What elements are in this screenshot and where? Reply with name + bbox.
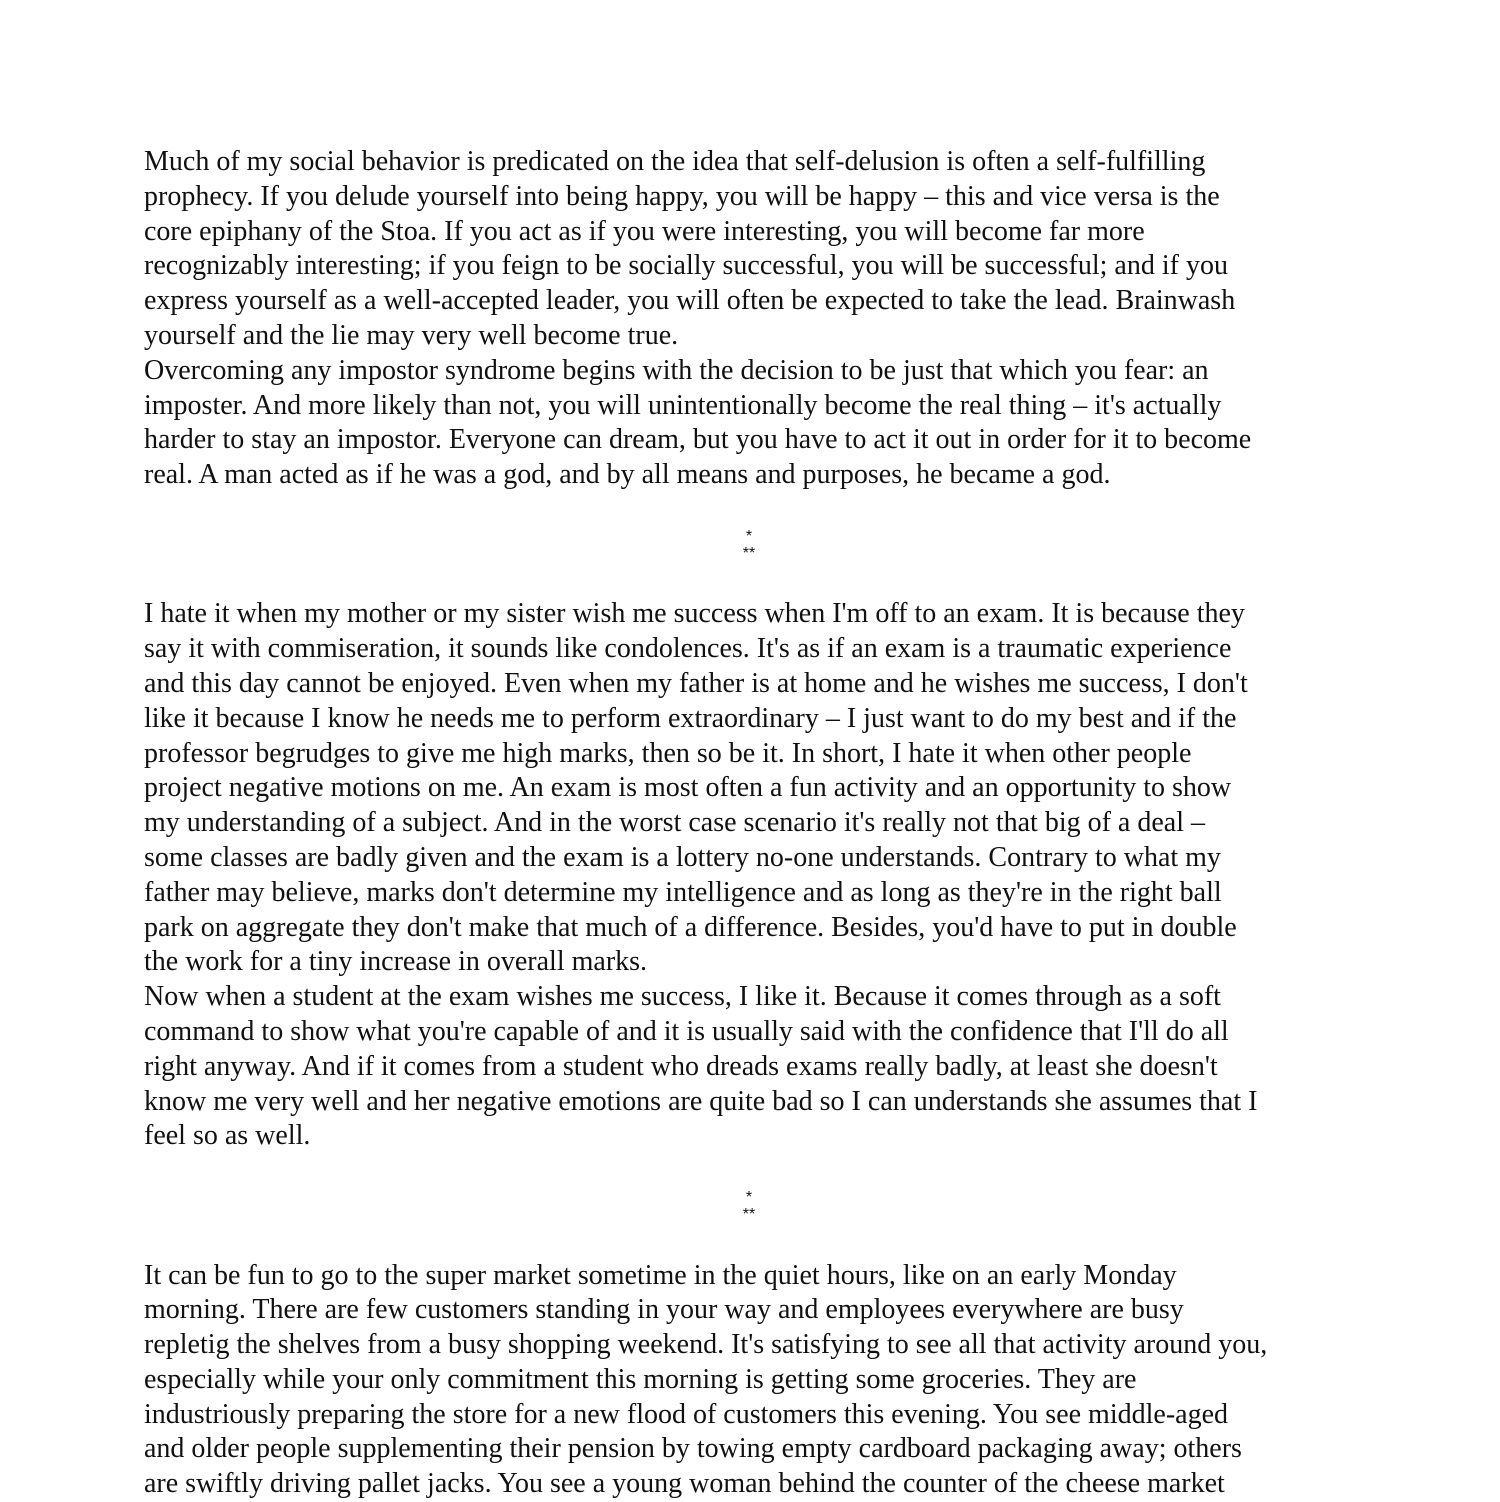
text-line: my understanding of a subject. And in the worst case scenario it's really not that big of a deal – (144, 806, 1384, 841)
text-line: father may believe, marks don't determine my intelligence and as long as they're in the right ball (144, 876, 1384, 911)
text-line: and older people supplementing their pension by towing empty cardboard packaging away; others (144, 1432, 1384, 1467)
blank-line (144, 1224, 1384, 1259)
text-line: professor begrudges to give me high marks, then so be it. In short, I hate it when other people (144, 737, 1384, 772)
asterism-top: * (737, 1189, 761, 1206)
text-line: some classes are badly given and the exam is a lottery no-one understands. Contrary to what my (144, 841, 1384, 876)
text-line: yourself and the lie may very well become true. (144, 319, 1384, 354)
text-line: recognizably interesting; if you feign to be socially successful, you will be successful; and if you (144, 249, 1384, 284)
text-line: say it with commiseration, it sounds like condolences. It's as if an exam is a traumatic experience (144, 632, 1384, 667)
text-line: park on aggregate they don't make that much of a difference. Besides, you'd have to put in double (144, 911, 1384, 946)
text-line: Overcoming any impostor syndrome begins with the decision to be just that which you fear: an (144, 354, 1384, 389)
asterism-icon (737, 528, 761, 562)
text-line: Much of my social behavior is predicated on the idea that self-delusion is often a self-fulfilling (144, 145, 1384, 180)
text-line: are swiftly driving pallet jacks. You see a young woman behind the counter of the cheese market (144, 1467, 1384, 1502)
text-line: the work for a tiny increase in overall marks. (144, 945, 1384, 980)
text-line: express yourself as a well-accepted leader, you will often be expected to take the lead. Brainwash (144, 284, 1384, 319)
text-line: Now when a student at the exam wishes me success, I like it. Because it comes through as a soft (144, 980, 1384, 1015)
text-line: industriously preparing the store for a new flood of customers this evening. You see middle-aged (144, 1398, 1384, 1433)
text-section (144, 145, 1384, 493)
asterism-top: * (737, 528, 761, 545)
text-line: feel so as well. (144, 1119, 1384, 1154)
text-line: harder to stay an impostor. Everyone can dream, but you have to act it out in order for it to become (144, 423, 1384, 458)
blank-line (144, 493, 1384, 528)
text-line: imposter. And more likely than not, you will unintentionally become the real thing – it's actually (144, 389, 1384, 424)
text-line: like it because I know he needs me to perform extraordinary – I just want to do my best and if the (144, 702, 1384, 737)
text-line: prophecy. If you delude yourself into being happy, you will be happy – this and vice versa is the (144, 180, 1384, 215)
text-section (144, 1259, 1384, 1502)
section-separator (144, 528, 1384, 563)
document-page (144, 145, 1384, 1502)
text-line: core epiphany of the Stoa. If you act as if you were interesting, you will become far more (144, 215, 1384, 250)
section-separator (144, 1189, 1384, 1224)
text-line: repletig the shelves from a busy shopping weekend. It's satisfying to see all that activity around you, (144, 1328, 1384, 1363)
text-line: real. A man acted as if he was a god, and by all means and purposes, he became a god. (144, 458, 1384, 493)
blank-line (144, 563, 1384, 598)
asterism-bottom: ** (737, 545, 761, 562)
text-line: It can be fun to go to the super market sometime in the quiet hours, like on an early Monday (144, 1259, 1384, 1294)
blank-line (144, 1154, 1384, 1189)
text-line: and this day cannot be enjoyed. Even when my father is at home and he wishes me success, I don't (144, 667, 1384, 702)
text-line: command to show what you're capable of and it is usually said with the confidence that I'll do all (144, 1015, 1384, 1050)
text-line: morning. There are few customers standing in your way and employees everywhere are busy (144, 1293, 1384, 1328)
asterism-icon (737, 1189, 761, 1223)
text-line: right anyway. And if it comes from a student who dreads exams really badly, at least she doesn't (144, 1050, 1384, 1085)
text-line: know me very well and her negative emotions are quite bad so I can understands she assumes that I (144, 1085, 1384, 1120)
text-line: especially while your only commitment this morning is getting some groceries. They are (144, 1363, 1384, 1398)
text-line: I hate it when my mother or my sister wish me success when I'm off to an exam. It is because they (144, 597, 1384, 632)
text-line: project negative motions on me. An exam is most often a fun activity and an opportunity to show (144, 771, 1384, 806)
text-section (144, 597, 1384, 1154)
asterism-bottom: ** (737, 1206, 761, 1223)
